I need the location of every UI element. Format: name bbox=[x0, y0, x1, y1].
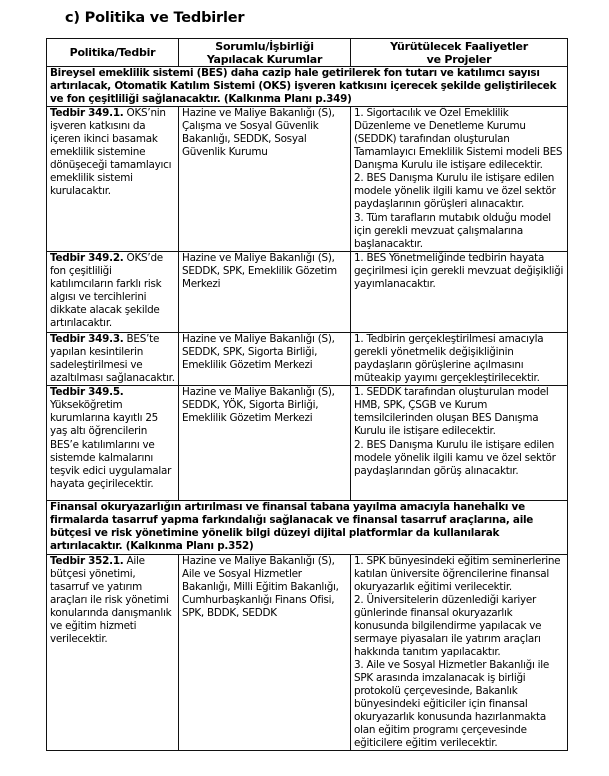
activities-cell bbox=[351, 252, 568, 333]
measure-cell bbox=[47, 107, 179, 252]
measure-cell bbox=[47, 386, 179, 501]
measure-id: Tedbir 349.3. bbox=[50, 333, 124, 346]
activity-item: 1. Tedbirin gerçekleştirilmesi amacıyla gerekli yönetmelik değişikliğinin paydaşların görüşlerine açılmasını müteakip yayımı gerçekleştirilecektir. bbox=[354, 333, 544, 385]
measure-text: OKS’de fon çeşitliliği katılımcıların farklı risk algısı ve tercihlerini dikkate alacak şekilde artırılacaktır. bbox=[50, 252, 163, 330]
policy-row bbox=[47, 501, 568, 554]
policy-measures-table bbox=[46, 38, 568, 751]
activity-item: 2. BES Danışma Kurulu ile istişare edilen modele yönelik ilgili kamu ve özel sektör paydaşlarından görüş alınacaktır. bbox=[354, 438, 556, 477]
table-row bbox=[47, 107, 568, 252]
table-row bbox=[47, 252, 568, 333]
table-row bbox=[47, 333, 568, 386]
institutions-cell: Hazine ve Maliye Bakanlığı (S), SEDDK, SPK, Sigorta Birliği, Emeklilik Gözetim Merkezi bbox=[179, 333, 351, 386]
policy-row bbox=[47, 67, 568, 107]
policy-text: Finansal okuryazarlığın artırılması ve finansal tabana yayılma amacıyla hanehalkı ve firmalarda tasarruf yapma farkındalığı sağlanacak ve finansal tasarruf araçlarına, aile bütçesi ve risk yönetimine yönelik bilgi düzeyi dijital platformlar da kullanılarak artırılacaktır. (Kalkınma Planı p.352) bbox=[47, 501, 568, 554]
section-heading: c) Politika ve Tedbirler bbox=[65, 10, 245, 26]
institutions-cell: Hazine ve Maliye Bakanlığı (S), SEDDK, SPK, Emeklilik Gözetim Merkezi bbox=[179, 252, 351, 333]
measure-id: Tedbir 349.5. bbox=[50, 386, 124, 399]
table-header-row bbox=[47, 39, 568, 67]
policy-text: Bireysel emeklilik sistemi (BES) daha cazip hale getirilerek fon tutarı ve katılımcı sayısı artırılacak, Otomatik Katılım Sistemi (OKS) işveren katkısını içerecek şekilde geliştirilecek ve fon çeşitliliği sağlanacaktır. (Kalkınma Planı p.349) bbox=[47, 67, 568, 107]
activity-item: 1. Sigortacılık ve Özel Emeklilik Düzenleme ve Denetleme Kurumu (SEDDK) tarafından oluşturulan Tamamlayıcı Emeklilik Sistemi modeli BES Danışma Kurulu ile istişare edilecektir. bbox=[354, 107, 563, 172]
measure-text: OKS’nin işveren katkısını da içeren ikinci basamak emeklilik sistemine dönüşeceği tamamlayıcı emeklilik sistemi kurulacaktır. bbox=[50, 107, 172, 198]
measure-text: Yükseköğretim kurumlarına kayıtlı 25 yaş altı öğrencilerin BES’e katılımlarını ve sistemde kalmalarını teşvik edici uygulamalar hayata geçirilecektir. bbox=[50, 399, 172, 490]
institutions-cell: Hazine ve Maliye Bakanlığı (S), SEDDK, YÖK, Sigorta Birliği, Emeklilik Gözetim Merkezi bbox=[179, 386, 351, 501]
activities-cell bbox=[351, 554, 568, 751]
activity-item: 1. BES Yönetmeliğinde tedbirin hayata geçirilmesi için gerekli mevzuat değişikliği yayımlanacaktır. bbox=[354, 252, 564, 291]
activity-item: 3. Tüm tarafların mutabık olduğu model için gerekli mevzuat çalışmalarına başlanacaktır. bbox=[354, 211, 551, 250]
institutions-cell: Hazine ve Maliye Bakanlığı (S), Aile ve Sosyal Hizmetler Bakanlığı, Milli Eğitim Bakanlığı, Cumhurbaşkanlığı Finans Ofisi, SPK, BDDK, SEDDK bbox=[179, 554, 351, 751]
activities-cell bbox=[351, 386, 568, 501]
measure-cell bbox=[47, 333, 179, 386]
measure-id: Tedbir 352.1. bbox=[50, 554, 124, 567]
activity-item: 2. Üniversitelerin düzenlediği kariyer günlerinde finansal okuryazarlık konusunda bilgilendirme yapılacak ve sermaye piyasaları ile yatırım araçları hakkında tanıtım yapılacaktır. bbox=[354, 593, 542, 658]
measure-text: Aile bütçesi yönetimi, tasarruf ve yatırım araçları ile risk yönetimi konularında danışmanlık ve eğitim hizmeti verilecektir. bbox=[50, 554, 172, 645]
header-responsible-institutions: Sorumlu/İşbirliği Yapılacak Kurumlar bbox=[179, 39, 351, 67]
measure-cell bbox=[47, 252, 179, 333]
table-row bbox=[47, 554, 568, 751]
activity-item: 1. SEDDK tarafından oluşturulan model HMB, SPK, ÇSGB ve Kurum temsilcilerinden oluşan BES Danışma Kurulu ile istişare edilecektir. bbox=[354, 386, 549, 438]
measure-id: Tedbir 349.2. bbox=[50, 252, 124, 265]
header-policy-measure: Politika/Tedbir bbox=[47, 39, 179, 67]
activities-cell bbox=[351, 333, 568, 386]
activity-item: 3. Aile ve Sosyal Hizmetler Bakanlığı ile SPK arasında imzalanacak iş birliği protokolü çerçevesinde, Bakanlık bünyesindeki eğiticiler için finansal okuryazarlık konusunda hazırlanmakta olan eğitim programı çerçevesinde eğiticilere eğitim verilecektir. bbox=[354, 658, 550, 750]
activity-item: 1. SPK bünyesindeki eğitim seminerlerine katılan üniversite öğrencilerine finansal okuryazarlık eğitimi verilecektir. bbox=[354, 554, 561, 593]
institutions-cell: Hazine ve Maliye Bakanlığı (S), Çalışma ve Sosyal Güvenlik Bakanlığı, SEDDK, Sosyal Güvenlik Kurumu bbox=[179, 107, 351, 252]
measure-text: BES’te yapılan kesintilerin sadeleştirilmesi ve azaltılması sağlanacaktır. bbox=[50, 333, 175, 385]
measure-cell bbox=[47, 554, 179, 751]
table-row bbox=[47, 386, 568, 501]
activities-cell bbox=[351, 107, 568, 252]
activity-item: 2. BES Danışma Kurulu ile istişare edilen modele yönelik ilgili kamu ve özel sektör paydaşlarının görüşleri alınacaktır. bbox=[354, 172, 556, 211]
header-activities-projects: Yürütülecek Faaliyetler ve Projeler bbox=[351, 39, 568, 67]
measure-id: Tedbir 349.1. bbox=[50, 107, 124, 120]
